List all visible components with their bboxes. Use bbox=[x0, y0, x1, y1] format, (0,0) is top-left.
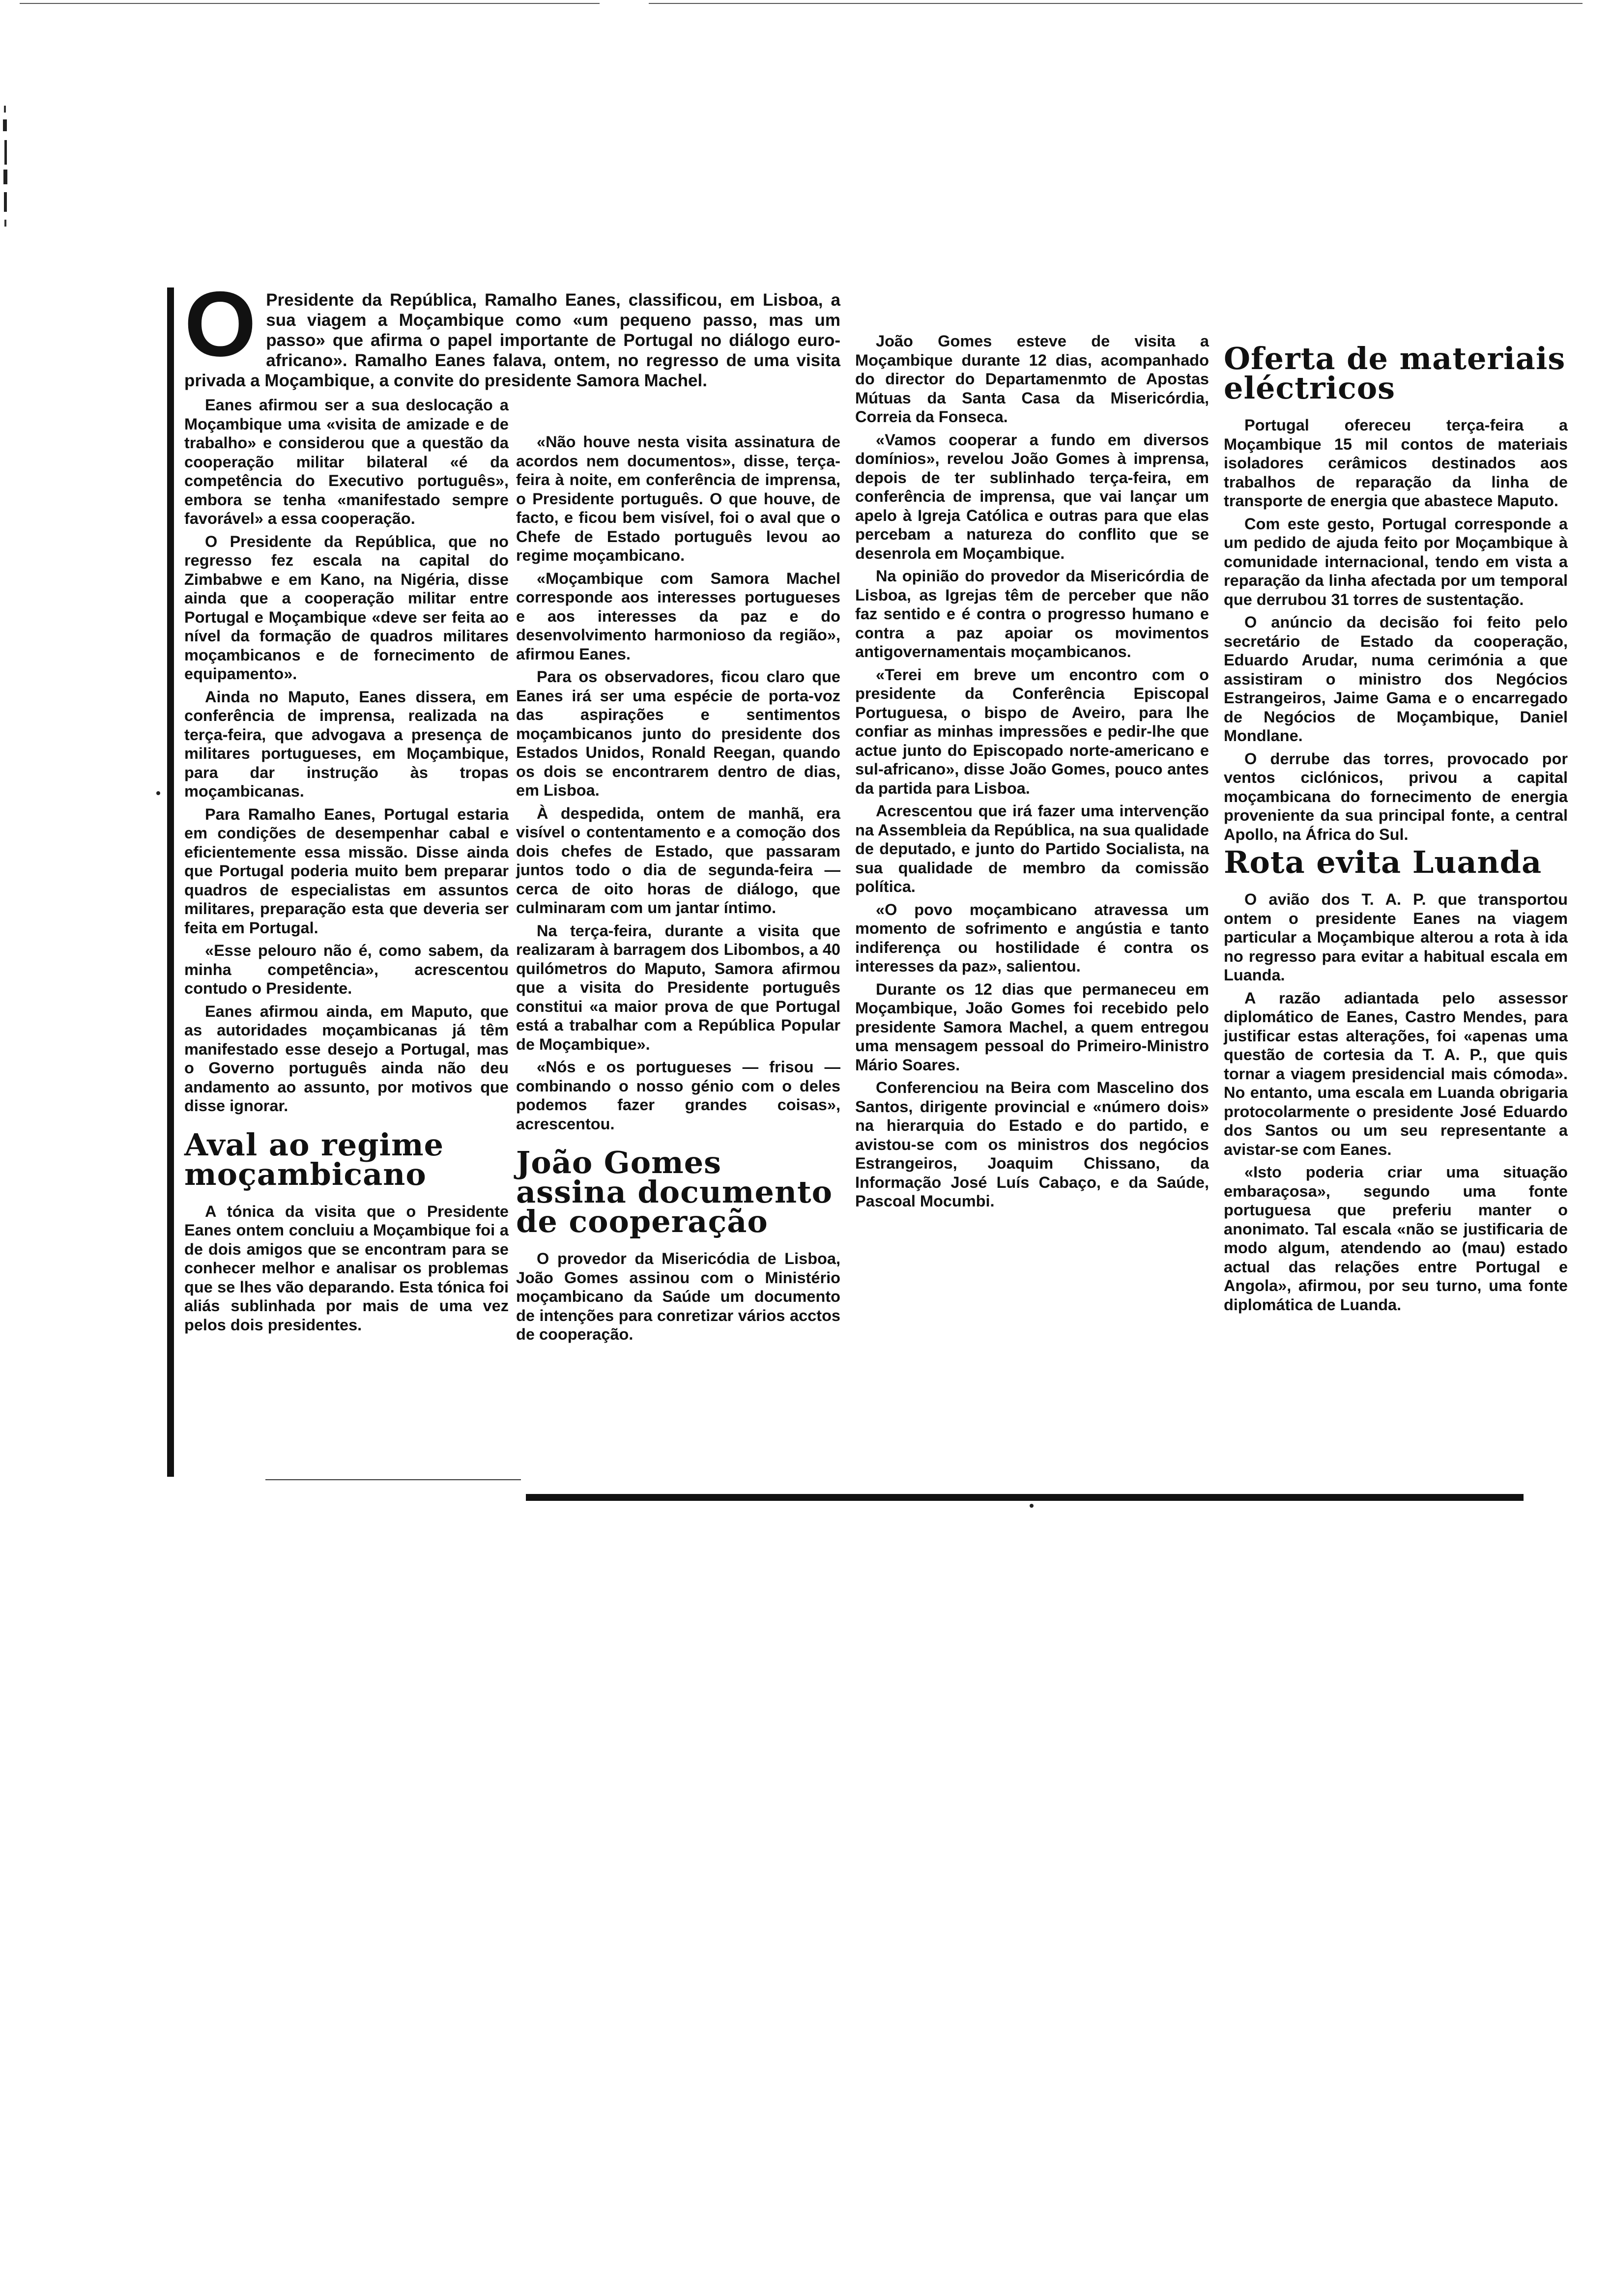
paragraph: Conferenciou na Beira com Mascelino dos Santos, dirigente provincial e «número dois» na hierarquia do Estado e do partido, e avistou-se com os ministros dos negócios Estrangeiros, Joaquim Chissano, da Informação José Luís Cabaço, e da Saúde, Pascoal Mocumbi. bbox=[855, 1079, 1209, 1210]
subheading-rota: Rota evita Luanda bbox=[1224, 844, 1542, 880]
paragraph: «O povo moçambicano atravessa um momento de sofrimento e angústia e tanto indiferença ou hostilidade é contra os interesses da paz», salientou. bbox=[855, 900, 1209, 975]
paragraph: Eanes afirmou ainda, em Maputo, que as autoridades moçambicanas já têm manifestado esse desejo a Portugal, mas o Governo português ainda não deu andamento ao assunto, por motivos que disse ignorar. bbox=[184, 1002, 509, 1115]
drop-cap: O bbox=[184, 272, 257, 375]
paragraph: A tónica da visita que o Presidente Eanes ontem concluiu a Moçambique foi a de dois amigos que se encontram para se conhecer melhor e analisar os problemas que se lhes vão deparando. Esta tónica foi aliás sublinhada por mais de uma vez pelos dois presidentes. bbox=[184, 1202, 509, 1334]
scan-top-edge-left bbox=[20, 3, 600, 4]
paragraph: «Vamos cooperar a fundo em diversos domínios», revelou João Gomes à imprensa, depois de ter sublinhado terça-feira, em conferência de imprensa, que vai lançar um apelo à Igreja Católica e outras para que elas percebam a natureza do conflito que se desenrola em Moçambique. bbox=[855, 430, 1209, 562]
paragraph: Na opinião do provedor da Misericórdia de Lisboa, as Igrejas têm de perceber que não faz sentido e é contra o progresso humano e contra a paz apoiar os movimentos antigovernamentais moçambicanos. bbox=[855, 567, 1209, 660]
lead-article-bar bbox=[167, 287, 174, 1477]
paragraph: O avião dos T. A. P. que transportou ontem o presidente Eanes na viagem particular a Moçambique alterou a rota à ida no regresso para evitar a habitual escala em Luanda. bbox=[1224, 890, 1568, 984]
paragraph: «Nós e os portugueses — frisou — combinando o nosso génio com o deles podemos fazer grandes coisas», acrescentou. bbox=[516, 1058, 840, 1133]
scan-speck bbox=[156, 791, 160, 795]
paragraph: «Não houve nesta visita assinatura de acordos nem documentos», disse, terça-feira à noite, em conferência de imprensa, o Presidente português. O que houve, de facto, e ficou bem visível, foi o aval que o Chefe de Estado português levou ao regime moçambicano. bbox=[516, 433, 840, 564]
paragraph: «Isto poderia criar uma situação embaraçosa», segundo uma fonte portuguesa que preferiu manter o anonimato. Tal escala «não se justificaria de modo algum, atendendo ao (mau) estado actual das relações entre Portugal e Angola», afirmou, por seu turno, uma fonte diplomática de Luanda. bbox=[1224, 1163, 1568, 1314]
paragraph: «Moçambique com Samora Machel corresponde aos interesses portugueses e aos interesses da paz e do desenvolvimento harmonioso da região», afirmou Eanes. bbox=[516, 569, 840, 663]
paragraph: «Terei em breve um encontro com o presidente da Conferência Episcopal Portuguesa, o bispo de Aveiro, para lhe confiar as minhas impressões e pedir-lhe que actue junto do Episcopado norte-americano e sul-africano», disse João Gomes, pouco antes da partida para Lisboa. bbox=[855, 665, 1209, 797]
paragraph: Ainda no Maputo, Eanes dissera, em conferência de imprensa, realizada na terça-feira, que advogava a presença de militares portugueses, em Moçambique, para dar instrução às tropas moçambicanas. bbox=[184, 688, 509, 800]
scan-speck bbox=[1030, 1504, 1034, 1508]
bottom-thin-rule bbox=[265, 1479, 521, 1480]
subheading-joao-gomes: João Gomes assina documento de cooperação bbox=[516, 1145, 833, 1239]
column-2 bbox=[516, 432, 840, 1348]
paragraph: O anúncio da decisão foi feito pelo secretário de Estado da cooperação, Eduardo Arudar, numa cerimónia a que assistiram o ministro dos Negócios Estrangeiros, Jaime Gama e o encarregado de Negócios de Moçambique, Daniel Mondlane. bbox=[1224, 613, 1568, 745]
paragraph: «Esse pelouro não é, como sabem, da minha competência», acrescentou contudo o Presidente. bbox=[184, 942, 509, 997]
paragraph: A razão adiantada pelo assessor diplomático de Eanes, Castro Mendes, para justificar estas alterações, foi «apenas uma questão de cortesia da T. A. P., que quis tornar a viagem presidencial mais cómoda». No entanto, uma escala em Luanda obrigaria protocolarmente o presidente José Eduardo dos Santos ou um seu representante a avistar-se com Eanes. bbox=[1224, 989, 1568, 1158]
scan-top-edge-right bbox=[649, 3, 1583, 4]
paragraph: O derrube das torres, provocado por ventos ciclónicos, privou a capital moçambicana do fornecimento de energia proveniente da sua principal fonte, a central Apollo, na África do Sul. bbox=[1224, 749, 1568, 843]
paragraph: Acrescentou que irá fazer uma intervenção na Assembleia da República, na sua qualidade de deputado, e junto do Partido Socialista, na sua qualidade de membro da comissão política. bbox=[855, 802, 1209, 895]
paragraph: À despedida, ontem de manhã, era visível o contentamento e a comoção dos dois chefes de Estado, que passaram juntos todo o dia de segunda-feira — cerca de oito horas de diálogo, que culminaram com um jantar íntimo. bbox=[516, 804, 840, 917]
paragraph: João Gomes esteve de visita a Moçambique durante 12 dias, acompanhado do director do Departamenmto de Apostas Mútuas da Santa Casa da Misericórdia, Correia da Fonseca. bbox=[855, 332, 1209, 426]
paragraph: Para Ramalho Eanes, Portugal estaria em condições de desempenhar cabal e eficientemente essa missão. Disse ainda que Portugal poderia muito bem preparar quadros de especialistas em assuntos militares, preparação esta que deveria ser feita em Portugal. bbox=[184, 805, 509, 937]
paragraph: Portugal ofereceu terça-feira a Moçambique 15 mil contos de materiais isoladores cerâmicos destinados aos trabalhos de reparação da linha de transporte de energia que abastece Maputo. bbox=[1224, 416, 1568, 510]
lead-paragraph bbox=[184, 272, 840, 391]
paragraph: O provedor da Misericódia de Lisboa, João Gomes assinou com o Ministério moçambicano da Saúde um documento de intenções para conretizar vários acctos de cooperação. bbox=[516, 1250, 840, 1343]
column-4 bbox=[1224, 341, 1568, 1318]
margin-scan-marks bbox=[2, 106, 9, 233]
paragraph: Com este gesto, Portugal corresponde a um pedido de ajuda feito por Moçambique à comunidade internacional, tendo em vista a reparação da linha afectada por um temporal que derrubou 31 torres de sustentação. bbox=[1224, 515, 1568, 608]
subheading-oferta: Oferta de materiais eléctricos bbox=[1224, 341, 1566, 406]
paragraph: Para os observadores, ficou claro que Eanes irá ser uma espécie de porta-voz das aspirações e sentimentos moçambicanos junto do presidente dos Estados Unidos, Ronald Reegan, quando os dois se encontrarem dentro de dias, em Lisboa. bbox=[516, 668, 840, 799]
paragraph: O Presidente da República, que no regresso fez escala na capital do Zimbabwe e em Kano, na Nigéria, disse ainda que a cooperação militar entre Portugal e Moçambique «deve ser feita ao nível da formação de quadros militares moçambicanos e de fornecimento de equipamento». bbox=[184, 532, 509, 683]
paragraph: Durante os 12 dias que permaneceu em Moçambique, João Gomes foi recebido pelo presidente Samora Machel, a quem entregou uma mensagem pessoal do Primeiro-Ministro Mário Soares. bbox=[855, 980, 1209, 1074]
column-1 bbox=[184, 396, 509, 1338]
paragraph: Eanes afirmou ser a sua deslocação a Moçambique uma «visita de amizade e de trabalho» e considerou que a questão da cooperação militar bilateral «é da competência do Executivo português», embora se tenha «manifestado sempre favorável» a essa cooperação. bbox=[184, 396, 509, 527]
subheading-aval: Aval ao regime moçambicano bbox=[184, 1126, 444, 1192]
column-3 bbox=[855, 332, 1209, 1215]
lead-text: Presidente da República, Ramalho Eanes, classificou, em Lisboa, a sua viagem a Moçambique como «um pequeno passo, mas um passo» que afirma o papel importante de Portugal no diálogo euro-africano». Ramalho Eanes falava, ontem, no regresso de uma visita privada a Moçambique, a convite do presidente Samora Machel. bbox=[184, 290, 840, 390]
paragraph: Na terça-feira, durante a visita que realizaram à barragem dos Libombos, a 40 quilómetros do Maputo, Samora afirmou que a visita do Presidente português constitui «a maior prova de que Portugal está a trabalhar com a República Popular de Moçambique». bbox=[516, 921, 840, 1053]
bottom-thick-rule bbox=[526, 1494, 1524, 1501]
